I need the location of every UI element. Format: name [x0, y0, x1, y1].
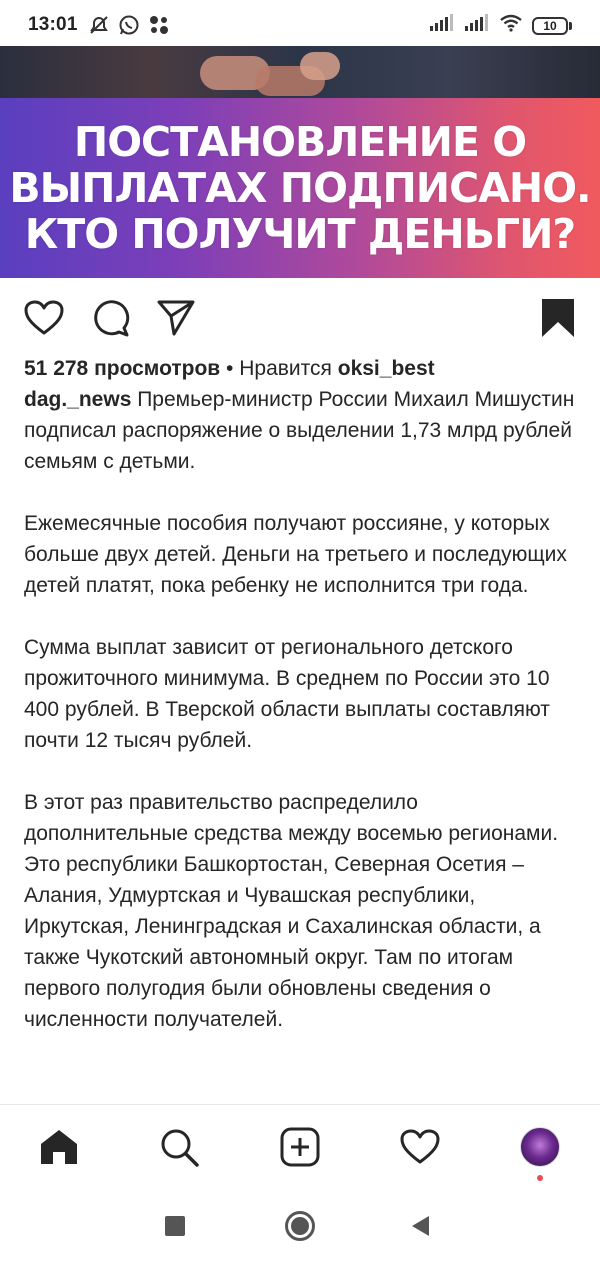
post-actions	[0, 290, 600, 346]
recents-icon[interactable]	[159, 1210, 191, 1242]
post-photo-strip	[0, 46, 600, 98]
post-image[interactable]	[0, 46, 600, 278]
status-system-icons	[429, 14, 572, 37]
status-notification-icons	[88, 14, 170, 41]
author-username[interactable]: dag._news	[24, 388, 132, 411]
caption-paragraph	[24, 384, 584, 477]
liked-by-username[interactable]: oksi_best	[337, 357, 435, 380]
status-bar	[0, 0, 600, 46]
home-icon[interactable]	[284, 1210, 316, 1242]
caption-paragraph: Ежемесячные пособия получают россияне, у которых больше двух детей. Деньги на третьего и последующих детей платят, пока ребенку не исполнится три года.	[24, 512, 567, 597]
back-icon[interactable]	[405, 1210, 437, 1242]
banner-title: ПОСТАНОВЛЕНИЕ О ВЫПЛАТАХ ПОДПИСАНО. КТО ПОЛУЧИТ ДЕНЬГИ?	[9, 118, 591, 258]
heart-icon[interactable]	[22, 296, 66, 340]
post-caption	[24, 353, 584, 1035]
activity-heart-icon[interactable]	[398, 1125, 442, 1169]
home-icon[interactable]	[37, 1125, 81, 1169]
share-icon[interactable]	[154, 296, 198, 340]
likes-line	[24, 353, 584, 384]
apps-icon	[148, 14, 170, 41]
battery-icon	[532, 17, 572, 35]
caption-text: Премьер-министр России Михаил Мишустин подписал распоряжение о выделении 1,73 млрд рублей семьям с детьми.	[24, 388, 575, 473]
battery-level: 10	[532, 17, 568, 35]
signal-icon	[464, 14, 490, 37]
signal-icon	[429, 14, 455, 37]
whatsapp-icon	[118, 14, 140, 41]
liked-prefix: • Нравится	[220, 357, 338, 380]
caption-paragraph: В этот раз правительство распределило дополнительные средства между восемью регионами. Это республики Башкортостан, Северная Осетия – Алания, Удмуртская и Чувашская республики, Иркутская, Ленинградская и Сахалинская области, а также Чукотский автономный округ. Там по итогам первого полугодия были обновлены сведения о численности получателей.	[24, 791, 559, 1031]
bottom-nav	[0, 1104, 600, 1188]
caption-paragraph: Сумма выплат зависит от регионального детского прожиточного минимума. В среднем по России это 10 400 рублей. В Тверской области выплаты составляют почти 12 тысяч рублей.	[24, 636, 550, 752]
bookmark-icon[interactable]	[536, 296, 580, 340]
notification-dot	[537, 1175, 543, 1181]
add-post-icon[interactable]	[278, 1125, 322, 1169]
system-nav	[0, 1188, 600, 1265]
search-icon[interactable]	[157, 1125, 201, 1169]
views-count[interactable]: 51 278 просмотров	[24, 357, 221, 380]
muted-alarm-icon	[88, 15, 110, 40]
wifi-icon	[499, 14, 523, 37]
status-time: 13:01	[28, 14, 78, 35]
comment-icon[interactable]	[88, 296, 132, 340]
profile-avatar[interactable]	[518, 1125, 562, 1169]
post-banner	[0, 98, 600, 278]
avatar	[520, 1127, 560, 1167]
